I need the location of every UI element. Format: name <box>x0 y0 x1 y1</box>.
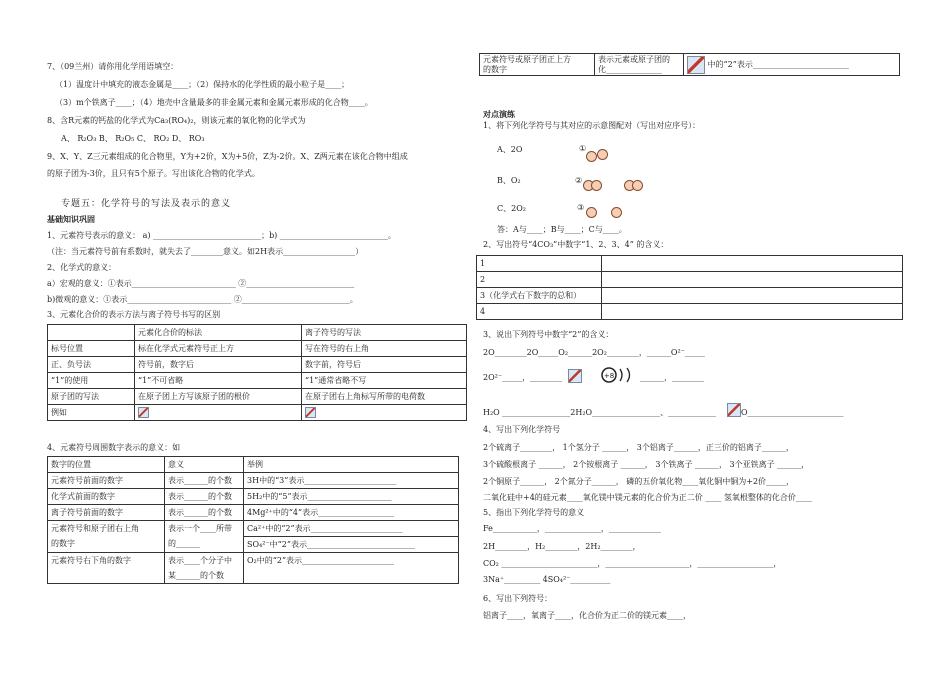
p2-row-answer <box>602 288 903 304</box>
broken-image-icon <box>687 56 705 74</box>
table3-cell: 符号前，数字后 <box>135 357 302 373</box>
valence-vs-ion-table <box>47 324 467 421</box>
top-table-text: 表示元素或原子团的 <box>598 55 670 64</box>
p4-line2: 3个硫酸根离子 ______， 2个铵根离子 ______， 3个铁离子 ______， 3个亚铁离子 ______， <box>483 460 810 469</box>
table3-cell: 标号位置 <box>48 341 135 357</box>
table4-cell: Ca²⁺中的“2”表示_______________________ <box>244 521 459 537</box>
atom-diagram-1b <box>597 149 608 160</box>
table3-cell: “1”通常省略不写 <box>302 373 467 389</box>
top-table-text: 元素符号或原子团正上方 <box>483 55 571 64</box>
table4-header: 举例 <box>244 457 459 473</box>
p3-title: 3、说出下列符号中数字“2”的含义： <box>483 330 614 339</box>
p4-line1: 2个硫离子________， 1个氢分子 ______， 3个铝离子______，正三价的铝离子______， <box>483 443 794 452</box>
top-table-cell <box>595 54 684 76</box>
table3-example-cell <box>302 405 467 421</box>
atom-diagram-1a <box>586 151 597 162</box>
p1-option-b: B、O₂ <box>497 176 521 185</box>
table3-header-ion: 离子符号的写法 <box>302 325 467 341</box>
p3-line2a: 2O²⁻_____，________ <box>483 373 563 382</box>
table3-header-valence: 元素化合价的标法 <box>135 325 302 341</box>
table3-cell: 标在化学式元素符号正上方 <box>135 341 302 357</box>
p4-line3: 2个铜原子______， 2个氮分子______， 磷的五价氧化物____氧化铜中铜为+2价_____， <box>483 477 795 486</box>
table4-cell: 5H₂中的“5”表示_____________________ <box>244 489 459 505</box>
p4-title: 4、写出下列化学符号 <box>483 425 561 434</box>
table3-cell: 在原子团上方写该原子团的根价 <box>135 389 302 405</box>
table4-cell: 表示______的个数 <box>165 505 244 521</box>
table3-cell: “1”的使用 <box>48 373 135 389</box>
table4-cell: 化学式前面的数字 <box>48 489 165 505</box>
q9-line2: 的原子团为-3价，且只有5个原子。写出该化合物的化学式。 <box>47 169 260 178</box>
co3-meaning-table <box>476 255 903 320</box>
superscript-number-table <box>479 53 900 76</box>
table4-cell: 表示____个分子中 <box>165 553 244 569</box>
p1-option-c: C、2O₂ <box>497 204 526 213</box>
atom-diagram-3a <box>586 207 597 218</box>
diagram-number-2: ② <box>575 176 583 185</box>
broken-image-icon <box>138 407 149 418</box>
p5-line3: CO₂ ________________________，_____________________，___________________， <box>483 559 782 568</box>
q8-options: A、 R₂O₃ B、 R₂O₅ C、 RO₂ D、 RO₃ <box>61 134 205 143</box>
p2-row-label: 4 <box>477 304 602 320</box>
table4-cell: 3H中的“3”表示_______________________ <box>244 473 459 489</box>
q9-line1: 9、X、Y、Z三元素组成的化合物里，Y为+2价，X为+5价，Z为-2价。X、Z两元素在该化合物中组成 <box>47 152 408 161</box>
p2-row-label: 1 <box>477 256 602 272</box>
s3-title: 3、元素化合价的表示方法与离子符号书写的区别 <box>47 310 221 319</box>
table3-cell: 原子团的写法 <box>48 389 135 405</box>
number-meaning-table <box>47 456 459 584</box>
q7-title: 7、（09兰州）请你用化学用语填空： <box>47 62 179 71</box>
atom-diagram-2b <box>591 180 602 191</box>
p1-title: 1、将下列化学符号与其对应的示意图配对（写出对应序号）： <box>483 121 701 130</box>
basics-heading: 基础知识巩固 <box>47 214 95 224</box>
table4-cell: 某______的个数 <box>165 568 244 584</box>
table3-cell: 例如 <box>48 405 135 421</box>
p5-title: 5、指出下列化学符号的意义 <box>483 508 585 517</box>
diagram-number-3: ③ <box>577 203 585 212</box>
top-table-text: 中的“2”表示________________________ <box>707 59 849 69</box>
p2-row-label: 3（化学式右下数字的总和） <box>477 288 602 304</box>
atom-diagram-2d <box>632 180 643 191</box>
p3-line1: 2O________2O_____O₂______2O₂________，______O²⁻_____ <box>483 348 705 357</box>
top-table-cell <box>684 54 900 76</box>
p2-row-answer <box>602 304 903 320</box>
p6-title: 6、写出下列符号： <box>483 594 553 603</box>
table4-cell: 表示______的个数 <box>165 489 244 505</box>
table4-header: 意义 <box>165 457 244 473</box>
q7-line1: （1）温度计中填充的液态金属是____；（2）保持水的化学性质的最小粒子是____； <box>55 80 350 89</box>
top-table-text: 的数字 <box>483 64 507 74</box>
practice-heading: 对点演练 <box>483 109 515 119</box>
table3-cell: “1”不可省略 <box>135 373 302 389</box>
table3-cell: 正、负号法 <box>48 357 135 373</box>
topic5-heading: 专题五：化学符号的写法及表示的意义 <box>61 199 232 209</box>
broken-image-icon <box>727 403 741 417</box>
q8-title: 8、含R元素的钙盐的化学式为Ca₃(RO₄)₂，则该元素的氧化物的化学式为 <box>47 116 306 125</box>
p5-line1: Fe___________，______________，_____________ <box>483 524 661 533</box>
table4-cell <box>244 568 459 584</box>
s2-macro: a）宏观的意义：①表示__________________________ ②___________________________ <box>47 279 355 288</box>
table4-cell: O₂中的“2”表示_______________________ <box>244 553 459 569</box>
table4-header: 数字的位置 <box>48 457 165 473</box>
svg-text:+8: +8 <box>603 372 615 380</box>
table4-cell: 表示一个____所带 <box>165 521 244 537</box>
s2-title: 2、化学式的意义： <box>47 263 117 272</box>
p1-option-a: A、2O <box>497 145 523 154</box>
p2-row-answer <box>602 256 903 272</box>
table4-cell <box>48 568 165 584</box>
p5-line4: 3Na⁺_________ 4SO₄²⁻__________ <box>483 575 611 584</box>
p1-answer: 答：A与____；B与____；C与____。 <box>497 225 627 234</box>
p4-line4: 二氧化硅中+4的硅元素____氧化镁中镁元素的化合价为正二价 ____ 氢氧根整体的化合价____ <box>483 493 812 502</box>
table3-example-cell <box>135 405 302 421</box>
table4-cell: 元素符号和原子团右上角 <box>48 521 165 537</box>
atom-diagram-3b <box>611 207 622 218</box>
p2-row-label: 2 <box>477 272 602 288</box>
p2-row-answer <box>602 272 903 288</box>
atom-structure-icon <box>600 366 640 384</box>
table3-header-blank <box>48 325 135 341</box>
s1-line2: （注：当元素符号前有系数时，就失去了________意义。如2H表示__________________） <box>47 247 364 256</box>
table4-cell: 表示______的个数 <box>165 473 244 489</box>
broken-image-icon <box>305 407 316 418</box>
p3-line3b: O________________________ <box>741 408 844 417</box>
table4-cell: 4Mg²⁺中的“4”表示___________________ <box>244 505 459 521</box>
broken-image-icon <box>568 369 582 383</box>
table4-cell: 元素符号右下角的数字 <box>48 553 165 569</box>
p3-line2b: ______，________ <box>640 373 704 382</box>
p6-line1: 铝离子____，氧离子____，化合价为正二价的镁元素____， <box>483 611 691 620</box>
table3-cell: 写在符号的右上角 <box>302 341 467 357</box>
table4-cell: 的______ <box>165 537 244 553</box>
table4-cell: 离子符号前面的数字 <box>48 505 165 521</box>
table4-cell: 元素符号前面的数字 <box>48 473 165 489</box>
p3-line3a: H₂O _________________2H₂O_________________、____________ <box>483 408 717 417</box>
q7-line2: （3）m个铁离子____；（4）地壳中含量最多的非金属元素和金属元素形成的化合物____。 <box>55 98 373 107</box>
diagram-number-1: ① <box>579 144 587 153</box>
table3-cell: 在原子团右上角标写所带的电荷数 <box>302 389 467 405</box>
s2-micro: b)微观的意义：①表示__________________________ ②___________________________。 <box>47 295 358 304</box>
top-table-cell <box>480 54 595 76</box>
table4-cell: SO₄²⁻中“2”表示___________________________ <box>244 537 459 553</box>
top-table-text: 化______________ <box>598 64 662 74</box>
table4-cell: 的数字 <box>48 537 165 553</box>
table3-cell: 数字前，符号后 <box>302 357 467 373</box>
s4-title: 4、元素符号周围数字表示的意义：如 <box>47 443 181 452</box>
p2-title: 2、写出符号“4CO₃”中数字“1、2、3、4” 的含义： <box>483 240 669 249</box>
p5-line2: 2H________，H₂________，2H₂________， <box>483 542 641 551</box>
s1-line1: 1、元素符号表示的意义： a) ___________________________；b) ___________________________。 <box>47 231 396 240</box>
